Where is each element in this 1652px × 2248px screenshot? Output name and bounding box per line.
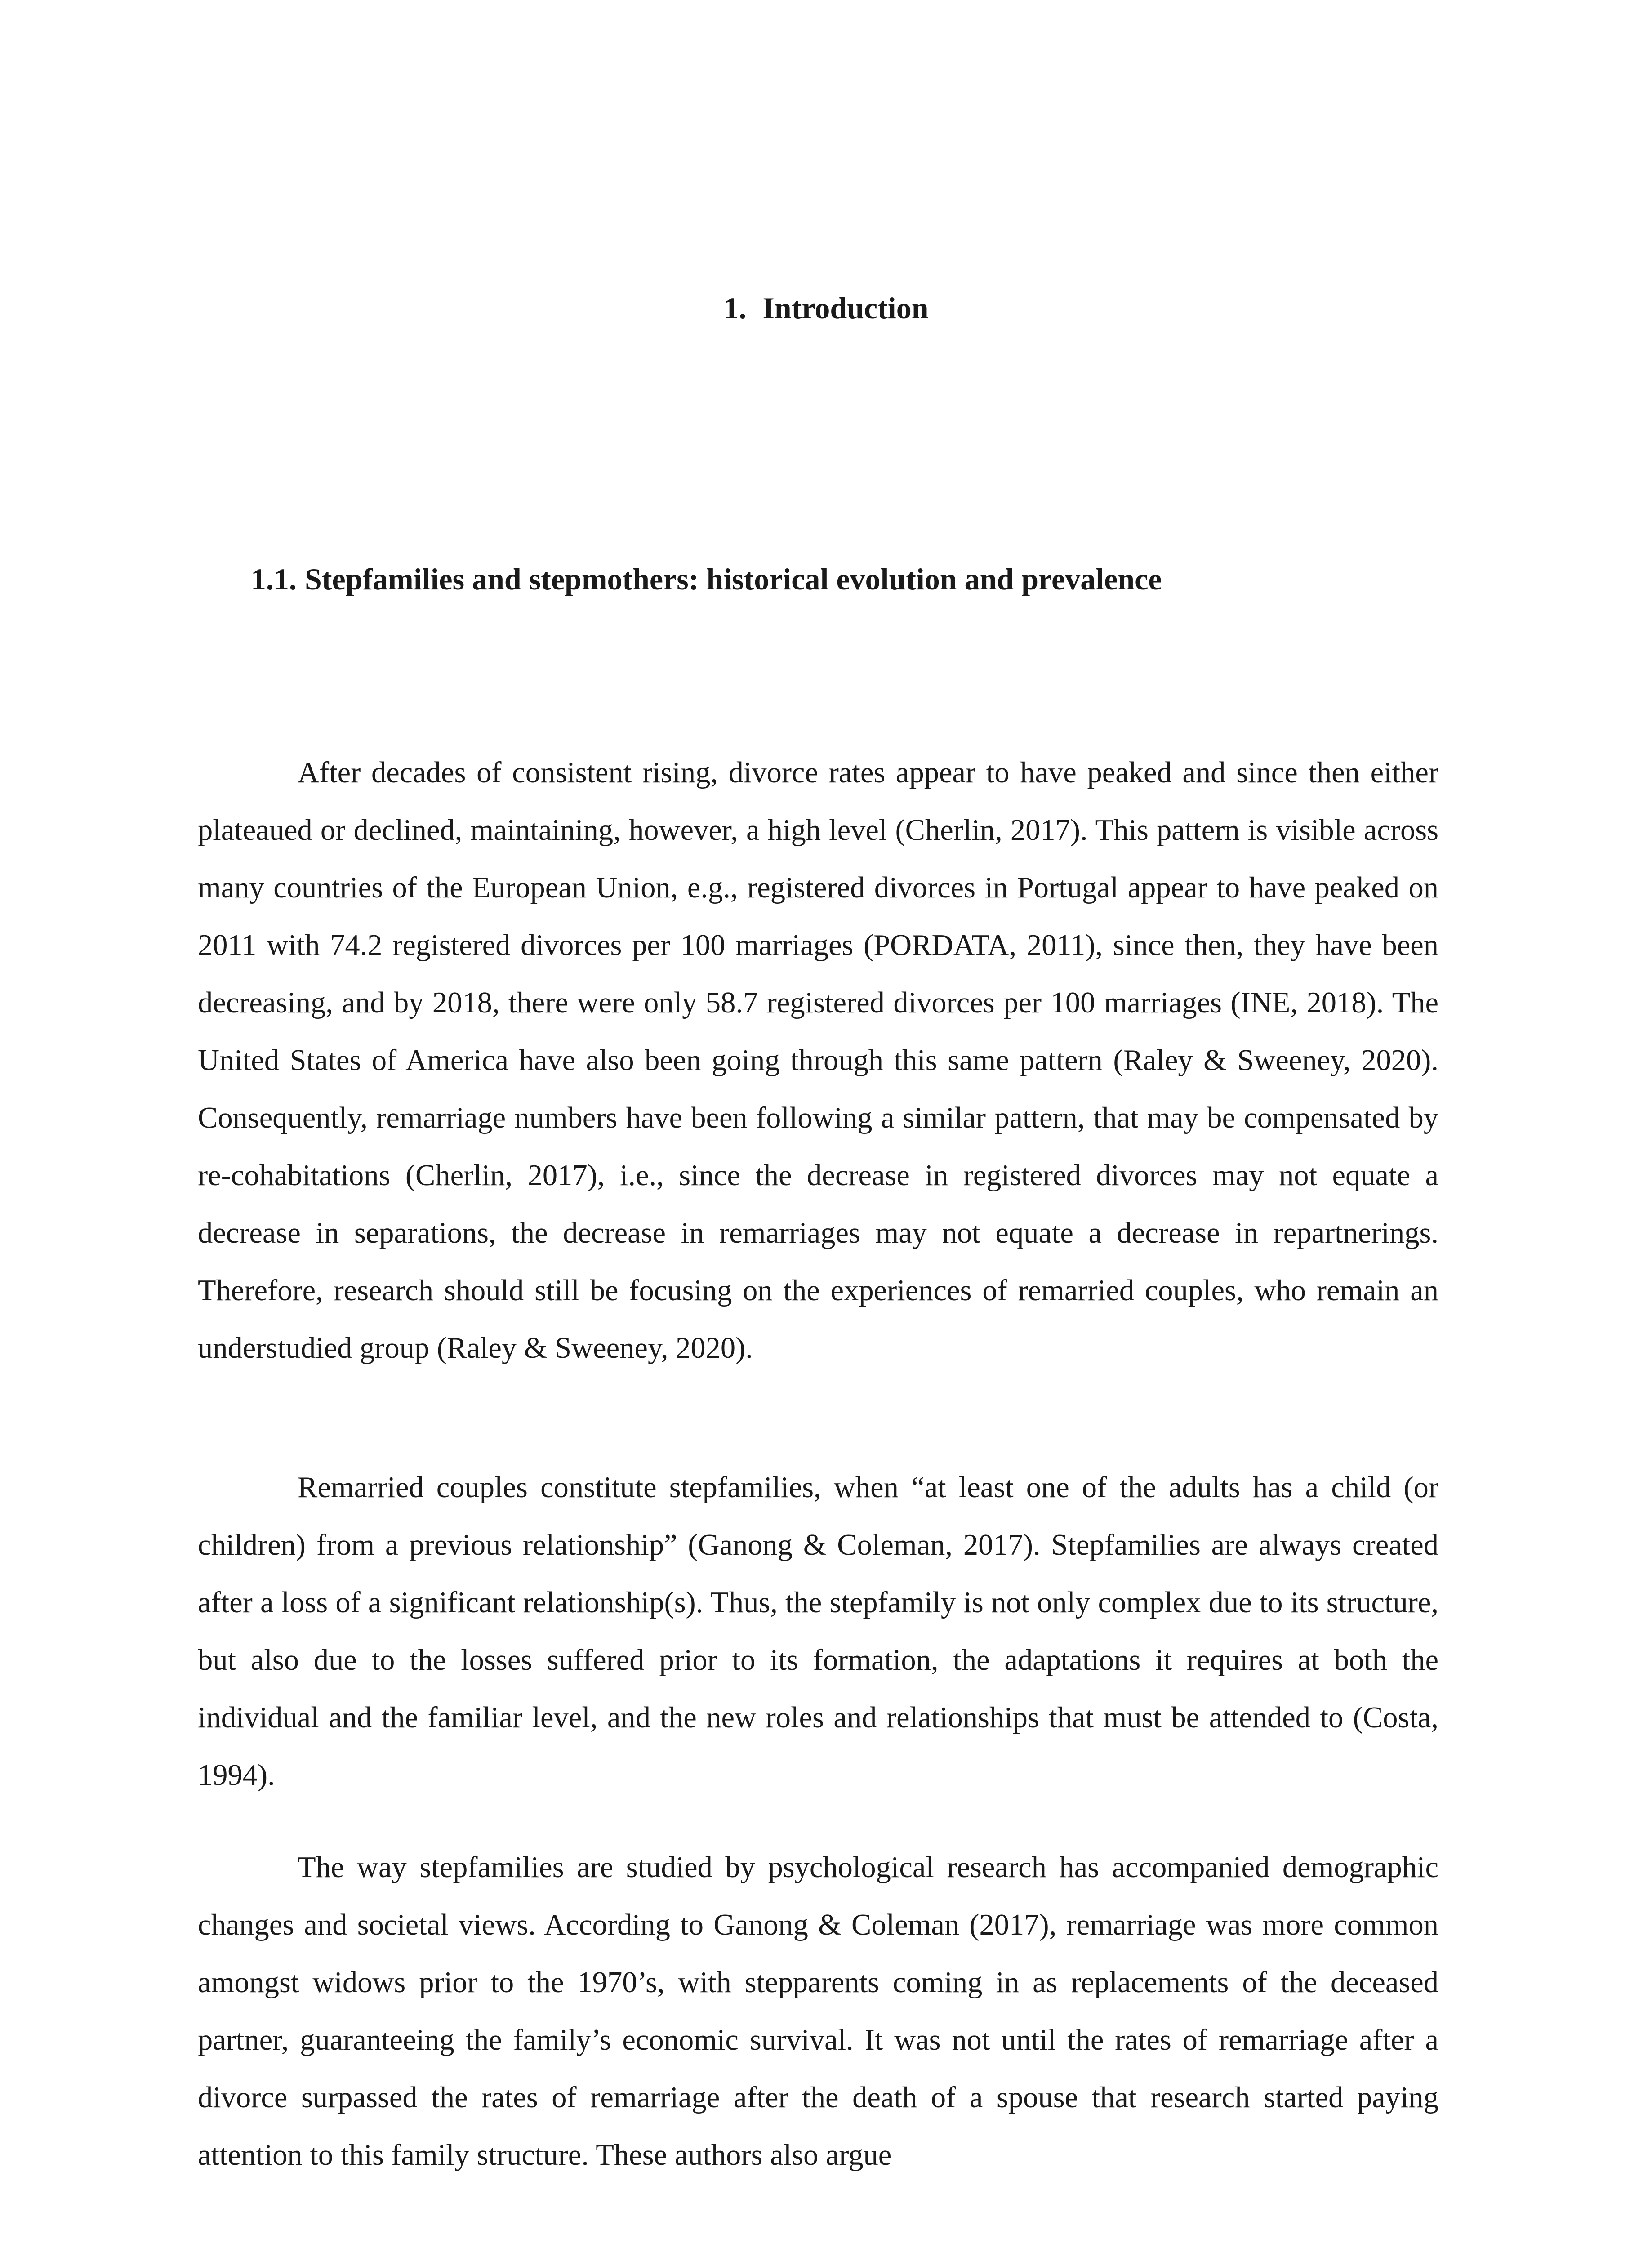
section-title: Stepfamilies and stepmothers: historical evolution and prevalence [305,562,1162,596]
chapter-heading [0,288,1652,328]
paragraph-text: The way stepfamilies are studied by psychological research has accompanied demographic changes and societal views. According to Ganong & Coleman (2017), remarriage was more common amongst widows prior to the 1970’s, with stepparents coming in as replacements of the deceased partner, guaranteeing the family’s economic survival. It was not until the rates of remarriage after a divorce surpassed the rates of remarriage after the death of a spouse that research started paying attention to this family structure. These authors also argue [198,1851,1438,2172]
paragraph-text: After decades of consistent rising, divorce rates appear to have peaked and since then either plateaued or declined, maintaining, however, a high level (Cherlin, 2017). This pattern is visible across many countries of the European Union, e.g., registered divorces in Portugal appear to have peaked on 2011 with 74.2 registered divorces per 100 marriages (PORDATA, 2011), since then, they have been decreasing, and by 2018, there were only 58.7 registered divorces per 100 marriages (INE, 2018). The United States of America have also been going through this same pattern (Raley & Sweeney, 2020). Consequently, remarriage numbers have been following a similar pattern, that may be compensated by re-cohabitations (Cherlin, 2017), i.e., since the decrease in registered divorces may not equate a decrease in separations, the decrease in remarriages may not equate a decrease in repartnerings. Therefore, research should still be focusing on the experiences of remarried couples, who remain an understudied group (Raley & Sweeney, 2020). [198,756,1438,1365]
body-paragraph [198,1459,1438,1804]
section-heading [251,559,1465,599]
body-paragraph [198,1839,1438,2184]
section-number: 1.1. [251,562,297,596]
chapter-title: Introduction [762,291,929,325]
paragraph-text: Remarried couples constitute stepfamilies, when “at least one of the adults has a child (or children) from a previous relationship” (Ganong & Coleman, 2017). Stepfamilies are always created after a loss of a significant relationship(s). Thus, the stepfamily is not only complex due to its structure, but also due to the losses suffered prior to its formation, the adaptations it requires at both the individual and the familiar level, and the new roles and relationships that must be attended to (Costa, 1994). [198,1471,1438,1792]
chapter-number: 1. [723,291,747,325]
body-paragraph [198,744,1438,1377]
